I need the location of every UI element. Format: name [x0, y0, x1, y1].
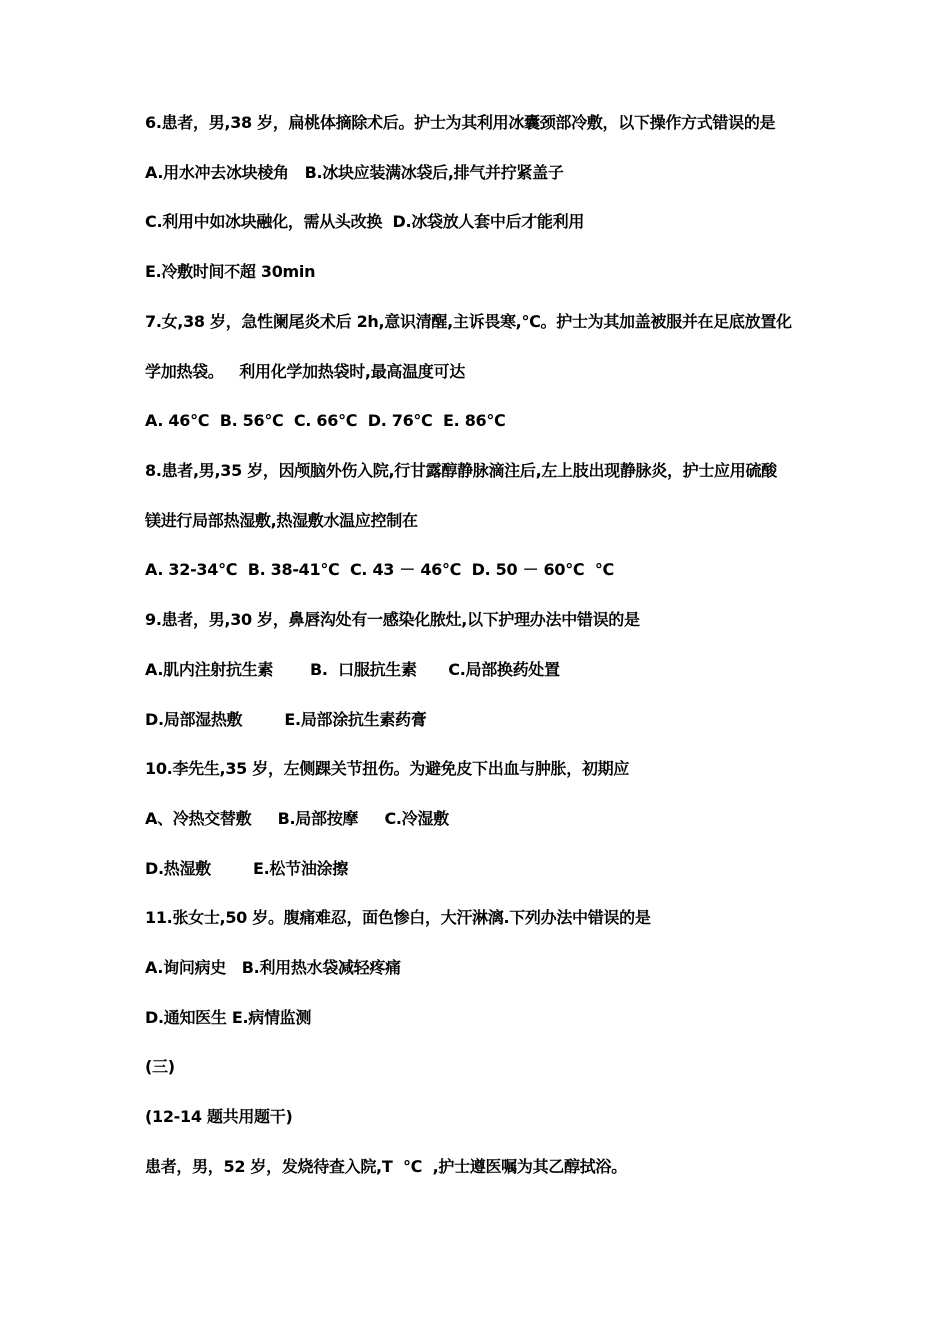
- question-10-options-abc: A、冷热交替敷 B.局部按摩 C.冷湿敷: [145, 809, 449, 828]
- question-8-stem-continued: 镁进行局部热湿敷,热湿敷水温应控制在: [145, 511, 418, 530]
- question-7-options: A. 46℃ B. 56℃ C. 66℃ D. 76℃ E. 86℃: [145, 411, 506, 430]
- question-9-stem: 9.患者，男,30 岁，鼻唇沟处有一感染化脓灶,以下护理办法中错误的是: [145, 610, 640, 629]
- question-7-stem-continued: 学加热袋。 利用化学加热袋时,最高温度可达: [145, 362, 465, 381]
- shared-case-stem: 患者，男，52 岁，发烧待查入院,T ℃ ,护士遵医嘱为其乙醇拭浴。: [145, 1157, 627, 1176]
- question-6-options-ab: A.用水冲去冰块棱角 B.冰块应装满冰袋后,排气并拧紧盖子: [145, 163, 564, 182]
- question-9-options-de: D.局部湿热敷 E.局部涂抗生素药膏: [145, 710, 427, 729]
- question-11-stem: 11.张女士,50 岁。腹痛难忍，面色惨白，大汗淋漓.下列办法中错误的是: [145, 908, 651, 927]
- question-6-option-e: E.冷敷时间不超 30min: [145, 262, 316, 281]
- question-11-options-de: D.通知医生 E.病情监测: [145, 1008, 312, 1027]
- question-8-options: A. 32-34℃ B. 38-41℃ C. 43 － 46℃ D. 50 － 60℃ ℃: [145, 560, 614, 579]
- question-11-options-ab: A.询问病史 B.利用热水袋减轻疼痛: [145, 958, 401, 977]
- shared-stem-note: (12-14 题共用题干): [145, 1107, 293, 1126]
- question-7-stem: 7.女,38 岁，急性阑尾炎术后 2h,意识清醒,主诉畏寒,℃。护士为其加盖被服并在足底放置化: [145, 312, 792, 331]
- question-10-stem: 10.李先生,35 岁，左侧踝关节扭伤。为避免皮下出血与肿胀，初期应: [145, 759, 630, 778]
- question-6-options-cd: C.利用中如冰块融化，需从头改换 D.冰袋放人套中后才能利用: [145, 212, 585, 231]
- section-heading: (三): [145, 1057, 175, 1076]
- question-9-options-abc: A.肌内注射抗生素 B. 口服抗生素 C.局部换药处置: [145, 660, 560, 679]
- question-8-stem: 8.患者,男,35 岁，因颅脑外伤入院,行甘露醇静脉滴注后,左上肢出现静脉炎，护士应用硫酸: [145, 461, 777, 480]
- question-6-stem: 6.患者，男,38 岁，扁桃体摘除术后。护士为其利用冰囊颈部冷敷，以下操作方式错误的是: [145, 113, 776, 132]
- question-10-options-de: D.热湿敷 E.松节油涂擦: [145, 859, 348, 878]
